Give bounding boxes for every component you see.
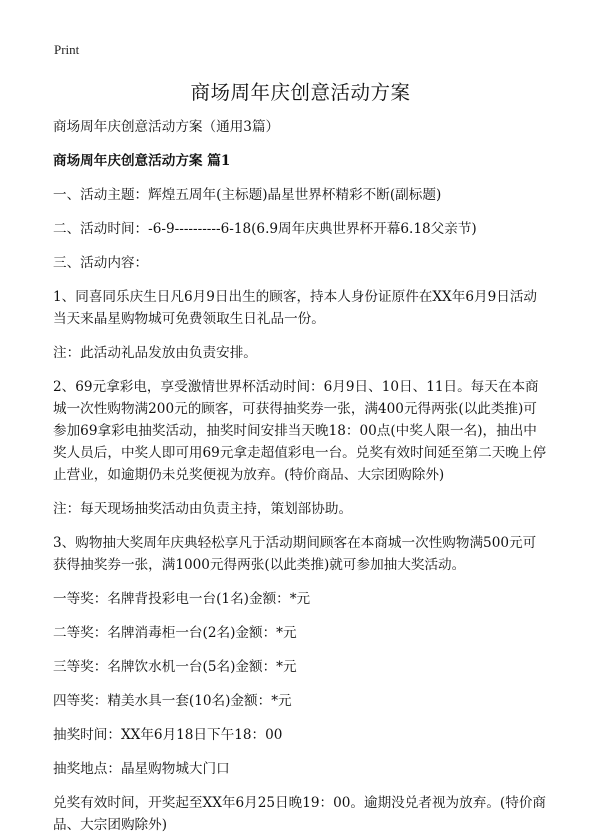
prize-fourth: 四等奖：精美水具一套(10名)金额：*元: [53, 693, 292, 709]
item-grand-prize: 3、购物抽大奖周年庆典轻松享凡于活动期间顾客在本商城一次性购物满500元可获得抽奖券一张，满1000元得两张(以此类推)就可参加抽大奖活动。: [53, 535, 537, 573]
document-subtitle: 商场周年庆创意活动方案（通用3篇）: [53, 119, 280, 135]
activity-content-heading: 三、活动内容：: [53, 255, 149, 271]
activity-time: 二、活动时间：-6-9----------6-18(6.9周年庆典世界杯开幕6.18父亲节): [53, 221, 477, 237]
activity-theme: 一、活动主题：辉煌五周年(主标题)晶星世界杯精彩不断(副标题): [53, 187, 442, 203]
item-tv-lottery: 2、69元拿彩电，享受激情世界杯活动时间：6月9日、10日、11日。每天在本商城一次性购物满200元的顾客，可获得抽奖券一张，满400元得两张(以此类推)可参加69拿彩电抽奖活动，抽奖时间安排当天晚18：00点(中奖人限一名)，抽出中奖人员后，中奖人即可用69元拿走超值彩电一台。兑奖有效时间延至第二天晚上停止营业，如逾期仍未兑奖便视为放弃。(特价商品、大宗团购除外): [53, 379, 547, 483]
prize-third: 三等奖：名牌饮水机一台(5名)金额：*元: [53, 659, 297, 675]
prize-second: 二等奖：名牌消毒柜一台(2名)金额：*元: [53, 625, 297, 641]
draw-time: 抽奖时间：XX年6月18日下午18：00: [53, 727, 283, 743]
draw-location: 抽奖地点：晶星购物城大门口: [53, 761, 230, 777]
print-link[interactable]: Print: [54, 42, 80, 57]
section-heading: 商场周年庆创意活动方案 篇1: [53, 153, 231, 169]
note-gift: 注：此活动礼品发放由负责安排。: [53, 345, 257, 361]
item-birthday-gift: 1、同喜同乐庆生日凡6月9日出生的顾客，持本人身份证原件在XX年6月9日活动当天来晶星购物城可免费领取生日礼品一份。: [53, 289, 538, 327]
redeem-period: 兑奖有效时间，开奖起至XX年6月25日晚19：00。逾期没兑者视为放弃。(特价商品、大宗团购除外): [53, 795, 547, 833]
note-lottery: 注：每天现场抽奖活动由负责主持，策划部协助。: [53, 501, 353, 517]
prize-first: 一等奖：名牌背投彩电一台(1名)金额：*元: [53, 591, 311, 607]
document-title: 商场周年庆创意活动方案: [190, 81, 411, 104]
